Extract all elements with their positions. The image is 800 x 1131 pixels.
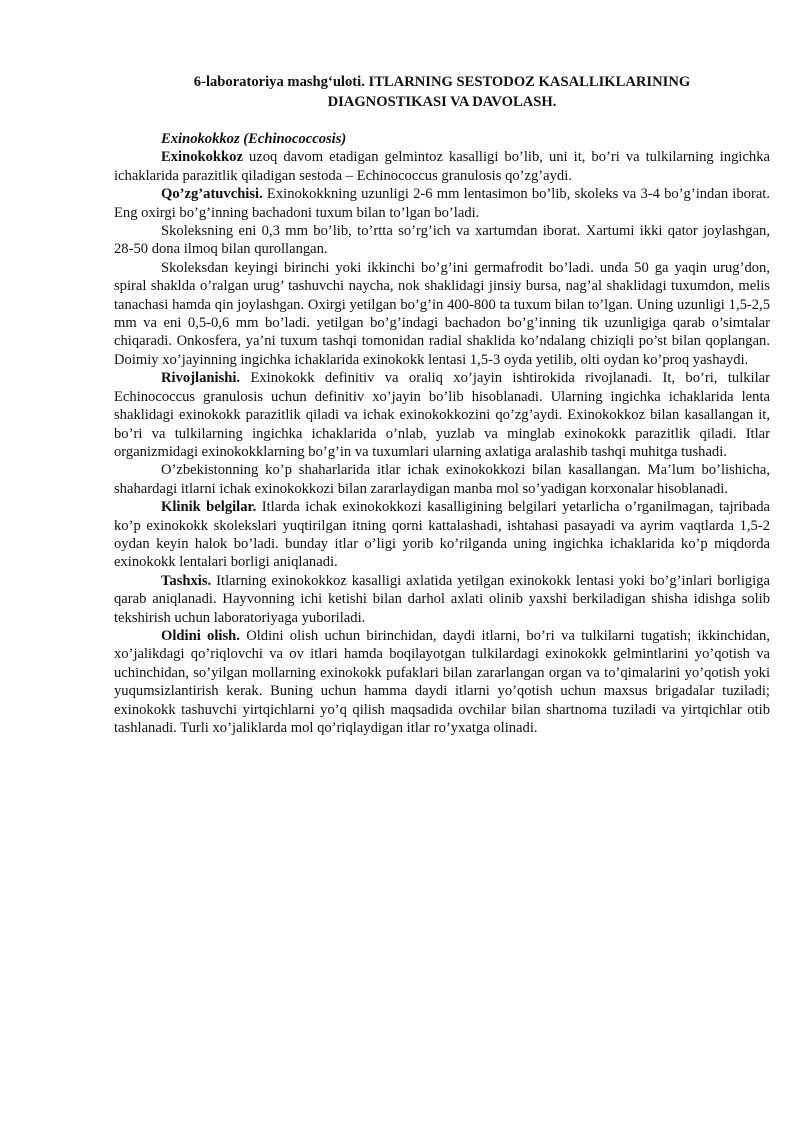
- paragraph-development: [114, 369, 770, 461]
- paragraph-lead: Tashxis.: [161, 572, 212, 589]
- paragraph-definition: [114, 148, 770, 185]
- paragraph-clinical-signs: [114, 498, 770, 572]
- paragraph-segments: [114, 259, 770, 369]
- section-subheading: Exinokokkoz (Echinococcosis): [161, 131, 347, 147]
- title-lab-number: 6-laboratoriya mashg‘uloti.: [193, 74, 365, 90]
- paragraph-text: uzoq davom etadigan gelmintoz kasalligi bo’lib, uni it, bo’ri va tulkilarning ingichka ichaklarida parazitlik qiladigan sestoda – Echinococcus granulosis qo’zg’aydi.: [114, 149, 770, 184]
- title-line-1: [114, 72, 770, 92]
- document-title: [114, 72, 770, 112]
- paragraph-scolex: [114, 222, 770, 259]
- paragraph-lead: Exinokokkoz: [161, 149, 243, 166]
- paragraph-diagnosis: [114, 572, 770, 627]
- paragraph-text: Itlarda ichak exinokokkozi kasalligining belgilari yetarlicha o’rganilmagan, tajribada ko’p exinokokk skolekslari yuqtirilgan itning qorni kattalashadi, ishtahasi pasayadi va ayrim vaqtlarda 1,5-2 oydan keyin halok bo’ladi. bunday itlar o’ligi yorib ko’rilganda uning ingichka ichaklarida ko’p miqdorda exinokokk lentalari borligi aniqlanadi.: [114, 499, 770, 571]
- paragraph-lead: Klinik belgilar.: [161, 499, 257, 516]
- document-page: [114, 72, 770, 737]
- paragraph-text: Exinokokk definitiv va oraliq xo’jayin ishtirokida rivojlanadi. It, bo’ri, tulkilar Echinococcus granulosis uchun definitiv xo’jayin bo’lib hisoblanadi. Ularning ingichka ichaklarida lenta shaklidagi exinokokk parazitlik qiladi va ichak exinokokkozini qo’zg’aydi. Exinokokkoz bilan kasallangan it, bo’ri va tulkilarning ingichka ichaklarida o’nlab, yuzlab va minglab exinokokk parazitlik qiladi. Itlar organizmidagi exinokokklarning bo’g’in va tuxumlari ularning axlatiga aralashib tashqi muhitga tushadi.: [114, 370, 770, 460]
- paragraph-text: Oldini olish uchun birinchidan, daydi itlarni, bo’ri va tulkilarni tugatish; ikkinchidan, xo’jalikdagi qo’riqlovchi va ov itlari hamda boqilayotgan tulkilardagi exinokokk gelmintlarini yo’qotish va uchinchidan, so’yilgan mollarning exinokokk pufaklari bilan zararlangan organ va to’qimalarini yo’qotish yoki yuqumsizlantirish kerak. Buning uchun hamma daydi itlarni yo’qotish uchun maxsus brigadalar tuziladi; exinokokk tashuvchi yirtqichlarni yo’q qilish maqsadida ovchilar bilan shartnoma tuziladi va yirtqichlar otib tashlanadi. Turli xo’jaliklarda mol qo’riqlaydigan itlar ro’yxatga olinadi.: [114, 627, 770, 736]
- paragraph-uzbekistan: [114, 461, 770, 498]
- title-line-1-text: ITLARNING SESTODOZ KASALLIKLARINING: [368, 74, 691, 90]
- paragraph-prevention: [114, 627, 770, 737]
- paragraph-text: Skoleksning eni 0,3 mm bo’lib, to’rtta so’rg’ich va xartumdan iborat. Xartumi ikki qator joylashgan, 28-50 dona ilmoq bilan qurollangan.: [114, 223, 770, 258]
- paragraph-lead: Oldini olish.: [161, 627, 240, 644]
- paragraph-text: Itlarning exinokokkoz kasalligi axlatida yetilgan exinokokk lentasi yoki bo’g’inlari borligiga qarab aniqlanadi. Hayvonning ichi ketishi bilan darhol axlati olinib yaxshi berkiladigan shisha idishga solib tekshirish uchun laboratoriyaga yuboriladi.: [114, 572, 770, 626]
- paragraph-lead: Rivojlanishi.: [161, 370, 241, 387]
- title-line-2: DIAGNOSTIKASI VA DAVOLASH.: [327, 94, 557, 110]
- paragraph-text: Skoleksdan keyingi birinchi yoki ikkinchi bo’g’ini germafrodit bo’ladi. unda 50 ga yaqin urug’don, spiral shaklda o’ralgan urug’ tashuvchi naycha, nok shaklidagi jinsiy bursa, nag’al shaklidagi tuxumdon, melis tanachasi hamda qin joylashgan. Oxirgi yetilgan bo’g’in 400-800 ta tuxum bilan to’lgan. Uning uzunligi 1,5-2,5 mm va eni 0,5-0,6 mm bo’ladi. yetilgan bo’g’indagi bachadon bo’g’inning tik uzunligiga qarab o’simtalar chiqaradi. Onkosfera, ya’ni tuxum tashqi tomonidan radial shaklida ko’ndalang chiziqli po’st bilan qoplangan. Doimiy xo’jayinning ingichka ichaklarida exinokokk lentasi 1,5-3 oyda yetilib, olti oydan ko’proq yashaydi.: [114, 259, 770, 368]
- paragraph-text: Exinokokkning uzunligi 2-6 mm lentasimon bo’lib, skoleks va 3-4 bo’g’indan iborat. Eng oxirgi bo’g’inning bachadoni tuxum bilan to’lgan bo’ladi.: [114, 186, 770, 221]
- paragraph-text: O’zbekistonning ko’p shaharlarida itlar ichak exinokokkozi bilan kasallangan. Ma’lum bo’lishicha, shahardagi itlarni ichak exinokokkozi bilan zararlaydigan manba mol so’yadigan korxonalar hisoblanadi.: [114, 462, 770, 497]
- paragraph-pathogen: [114, 185, 770, 222]
- paragraph-lead: Qo’zg’atuvchisi.: [161, 186, 263, 203]
